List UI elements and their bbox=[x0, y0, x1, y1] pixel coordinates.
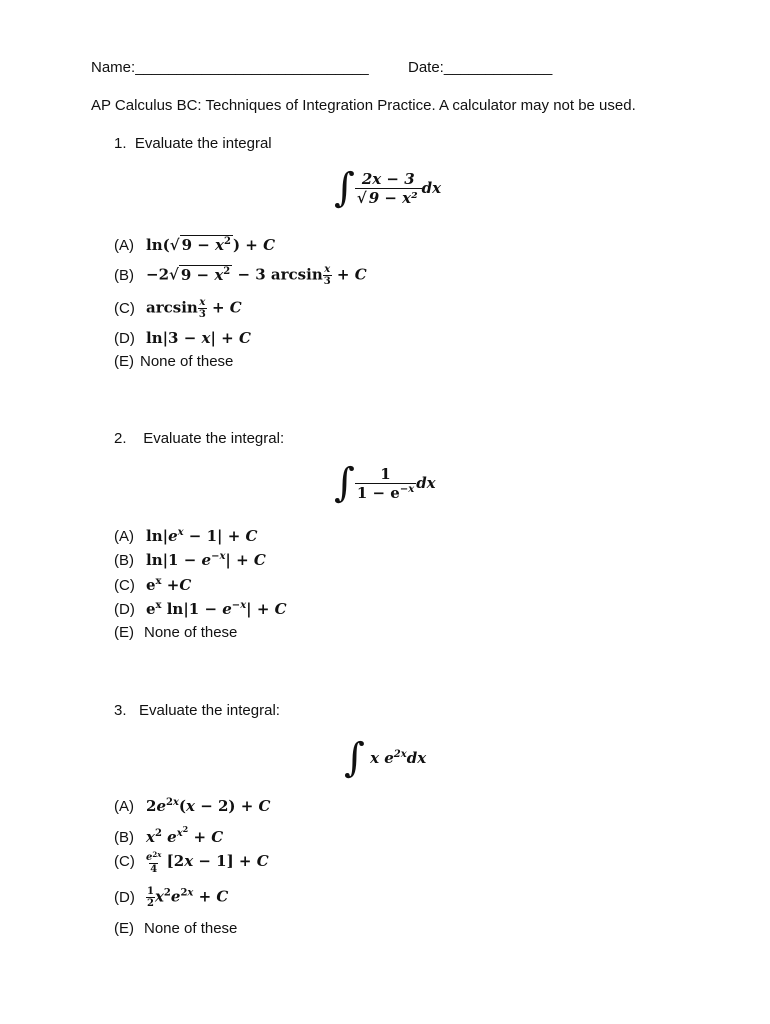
question-2-prompt: 2. Evaluate the integral: bbox=[114, 430, 285, 447]
question-3-prompt: 3. Evaluate the integral: bbox=[114, 702, 280, 719]
question-1-option-d[interactable]: (D) ln|3 − x| + C bbox=[114, 329, 251, 347]
question-3-option-b[interactable]: (B) $x^2$ $e^{x^2} + C$ bbox=[114, 824, 224, 846]
integral-fraction: $\frac{2x - 3}{\text{√ 9 − x²}}$ bbox=[355, 170, 422, 207]
question-3-option-e[interactable]: (E) None of these bbox=[114, 920, 238, 937]
integral-sign: ∫ bbox=[334, 460, 355, 506]
page-title: AP Calculus BC: Techniques of Integration Practice. A calculator may not be used. bbox=[91, 97, 636, 114]
question-3-option-a[interactable]: (A) $2e^{2x}(x - 2) + C$ bbox=[114, 797, 271, 815]
question-1-prompt: 1. Evaluate the integral bbox=[114, 135, 272, 152]
question-3-option-d[interactable]: (D) $\frac{1}{2}$ $x^2e^{2x} + C$ bbox=[114, 886, 229, 909]
integral-sign: ∫ bbox=[344, 735, 365, 781]
integral-sign: ∫ bbox=[334, 165, 355, 211]
question-2-option-d[interactable]: (D) $e^x$ $\ln|1 - e^{-x}| + C$ bbox=[114, 600, 287, 618]
question-2-option-c[interactable]: (C) $e^x +C$ bbox=[114, 576, 192, 594]
name-line bbox=[91, 59, 369, 76]
question-3-option-c[interactable]: (C) $\frac{e^{2x}}{4}$ [2x − 1] + C bbox=[114, 850, 269, 875]
question-1-integral: ∫ $\frac{2x - 3}{\text{√ 9 − x²}}$ dx bbox=[334, 165, 442, 211]
question-2-integral: ∫ $\frac{1}{1 - e^{-x}}$ dx bbox=[334, 460, 436, 506]
question-1-option-c[interactable]: (C) arcsin $\frac{x}{3}$ + C bbox=[114, 297, 242, 320]
integral-fraction: $\frac{1}{1 - e^{-x}}$ bbox=[356, 464, 415, 502]
question-1-option-e[interactable]: (E) None of these bbox=[114, 353, 234, 370]
date-line bbox=[408, 59, 552, 76]
question-1-option-b[interactable]: (B) −2√ $9 - x^2 - 3$ arcsin $\frac{x}{3}$ + C bbox=[114, 264, 367, 287]
question-2-option-e[interactable]: (E) None of these bbox=[114, 624, 238, 641]
date-blank[interactable]: _____________ bbox=[443, 59, 553, 76]
question-1-option-a[interactable]: (A) ln(√ $9 - x^2$ ) + C bbox=[114, 236, 276, 254]
name-blank[interactable]: ____________________________ bbox=[135, 59, 369, 76]
question-2-option-a[interactable]: (A) $\ln|e^x - 1| + C$ bbox=[114, 527, 258, 545]
date-label: Date: bbox=[408, 59, 444, 76]
question-2-option-b[interactable]: (B) $\ln|1 - e^{-x}| + C$ bbox=[114, 551, 266, 569]
name-label: Name: bbox=[91, 59, 136, 76]
question-3-integral: ∫ x $e^{2x}dx$ bbox=[344, 735, 427, 781]
